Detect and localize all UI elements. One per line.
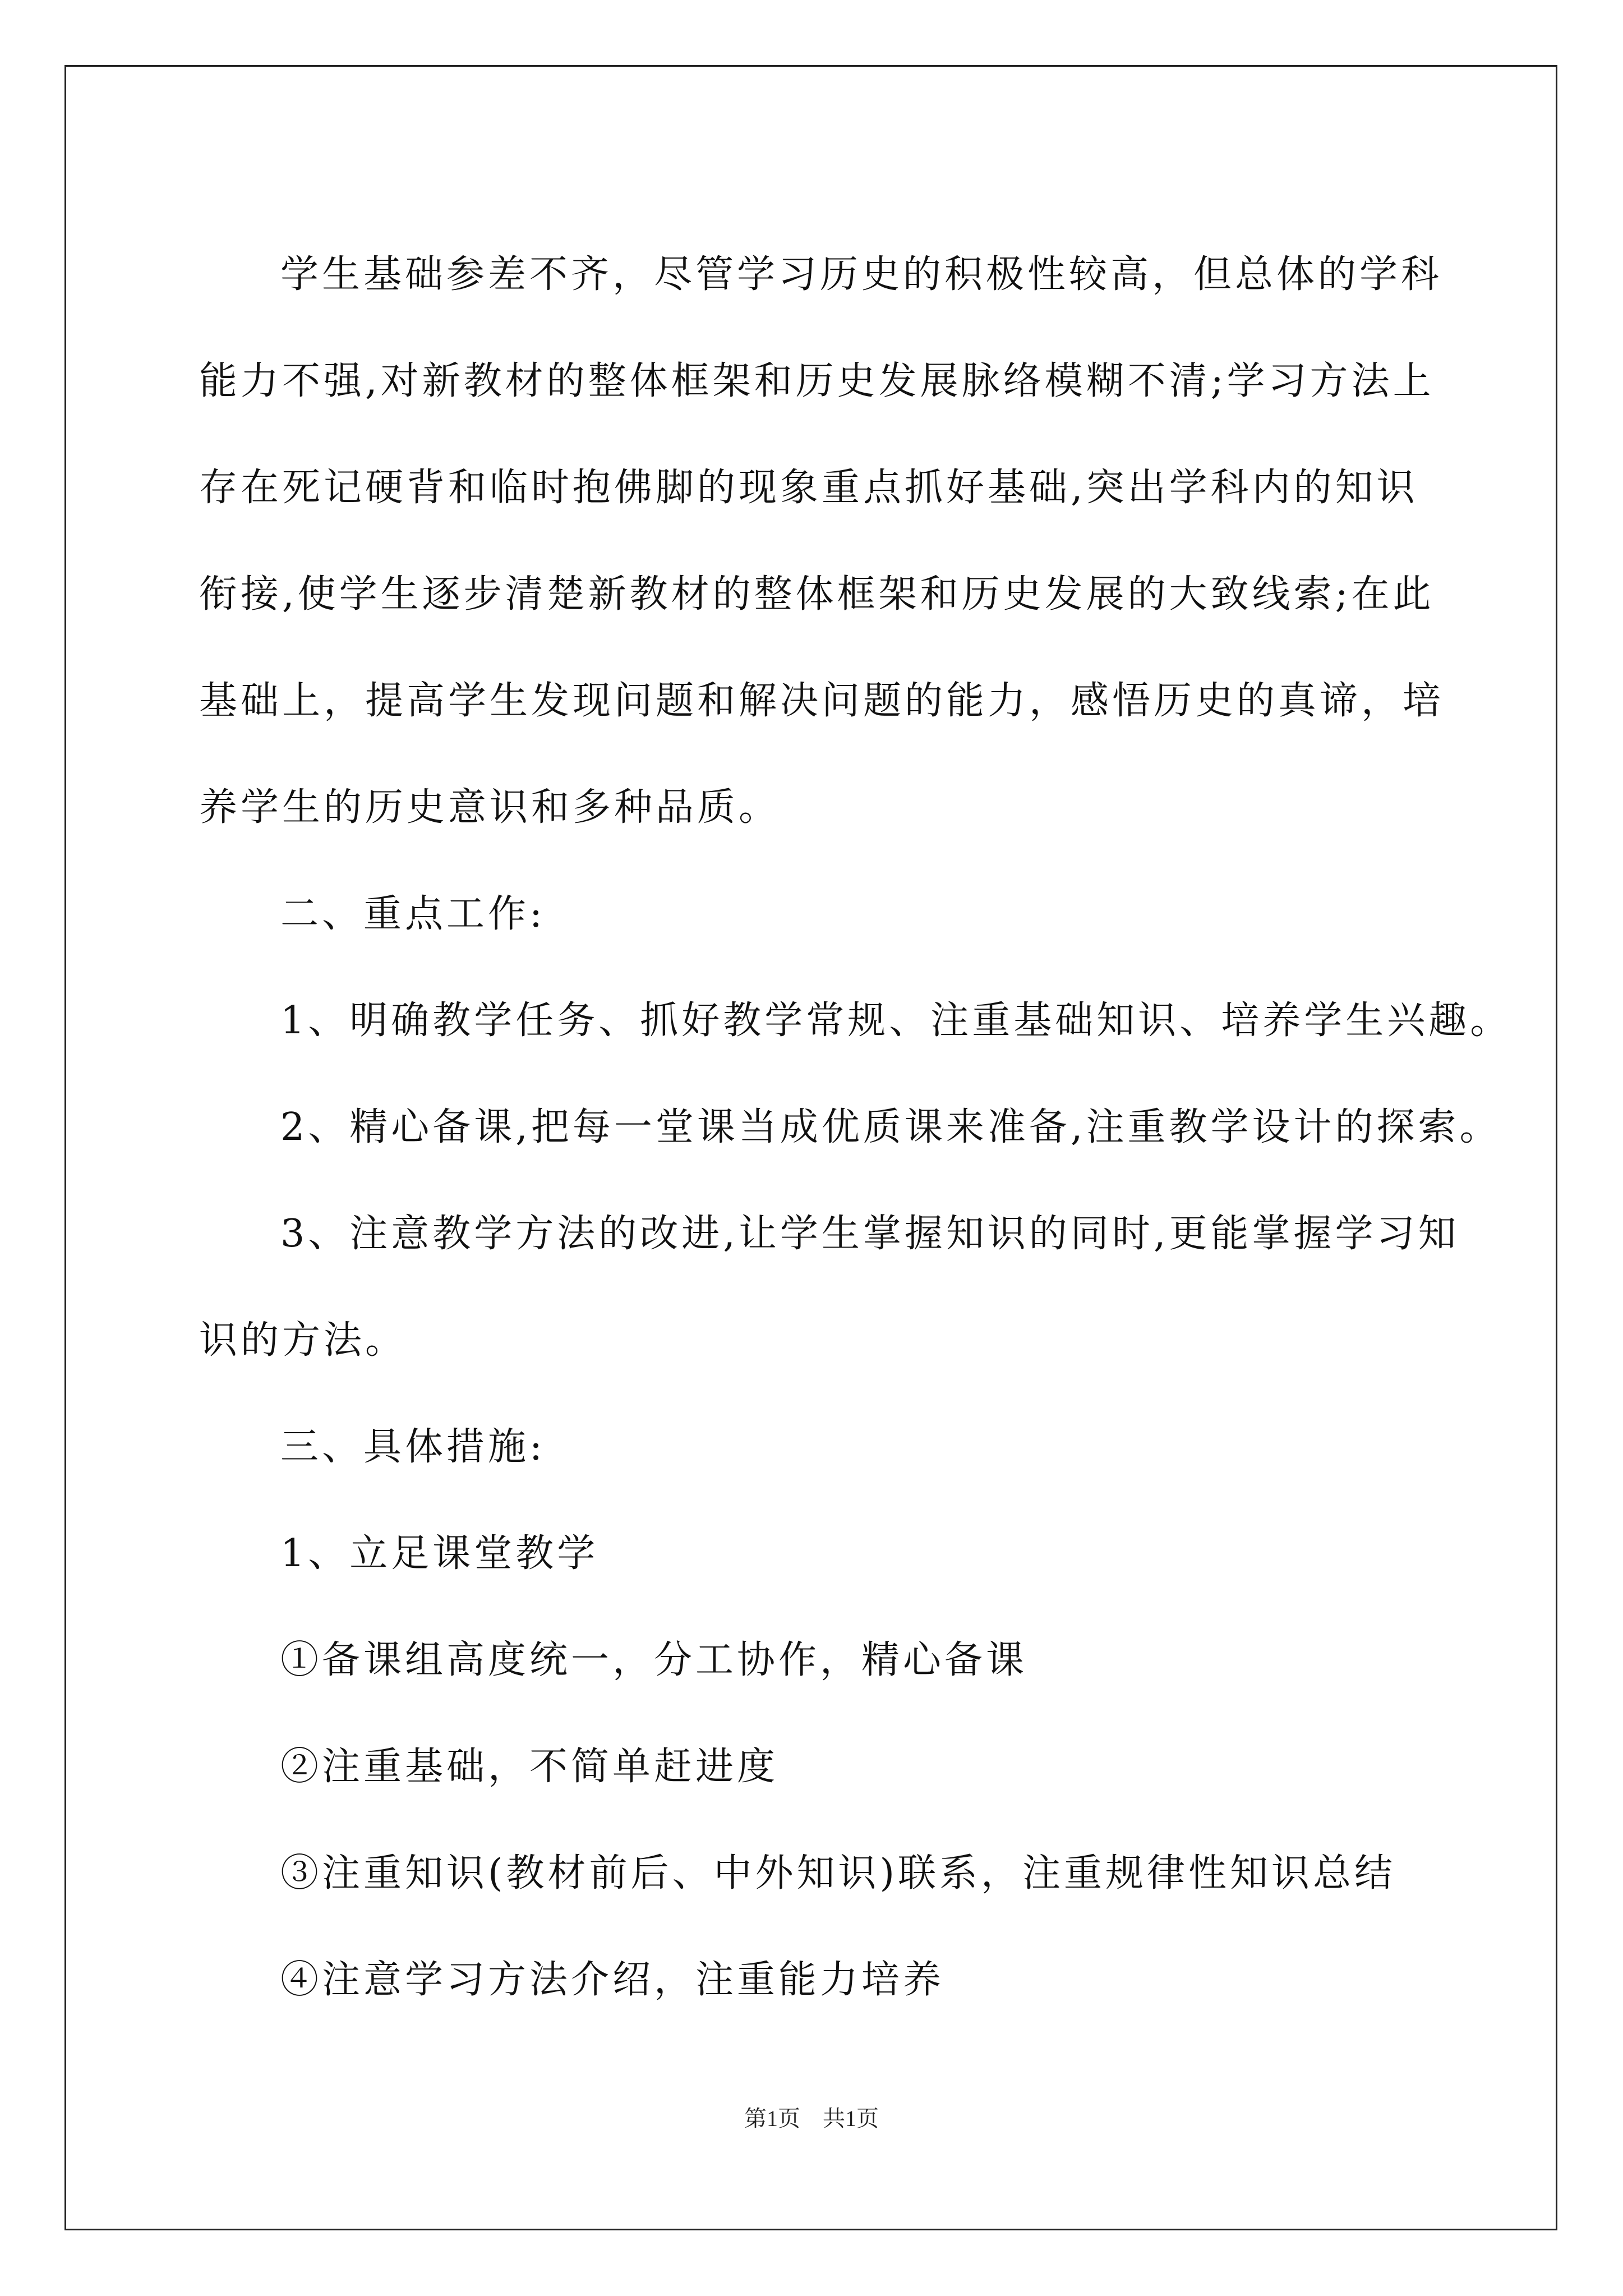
list-item: 1、明确教学任务、抓好教学常规、注重基础知识、培养学生兴趣。 [280,999,1512,1043]
list-item: 2、精心备课,把每一堂课当成优质课来准备,注重教学设计的探索。 [280,1105,1501,1149]
body-line: 学生基础参差不齐，尽管学习历史的积极性较高，但总体的学科 [280,252,1443,297]
body-line: 识的方法。 [199,1318,407,1363]
list-item: ①备课组高度统一，分工协作，精心备课 [280,1638,1028,1682]
sub-heading: 1、立足课堂教学 [280,1531,599,1576]
body-line: 养学生的历史意识和多种品质。 [199,785,781,830]
section-heading: 三、具体措施: [280,1425,546,1469]
page-footer: 第1页 共1页 [744,2106,879,2131]
body-line: 能力不强,对新教材的整体框架和历史发展脉络模糊不清;学习方法上 [199,359,1435,403]
list-item: ③注重知识(教材前后、中外知识)联系，注重规律性知识总结 [280,1851,1396,1895]
list-item: ④注意学习方法介绍，注重能力培养 [280,1958,945,2002]
list-item: ②注重基础，不简单赶进度 [280,1745,779,1789]
section-heading: 二、重点工作: [280,892,546,936]
list-item: 3、注意教学方法的改进,让学生掌握知识的同时,更能掌握学习知 [280,1212,1460,1256]
document-body [199,222,1512,2033]
body-line: 存在死记硬背和临时抱佛脚的现象重点抓好基础,突出学科内的知识 [199,466,1418,510]
body-line: 衔接,使学生逐步清楚新教材的整体框架和历史发展的大致线索;在此 [199,572,1435,616]
body-line: 基础上，提高学生发现问题和解决问题的能力，感悟历史的真谛，培 [199,679,1445,723]
